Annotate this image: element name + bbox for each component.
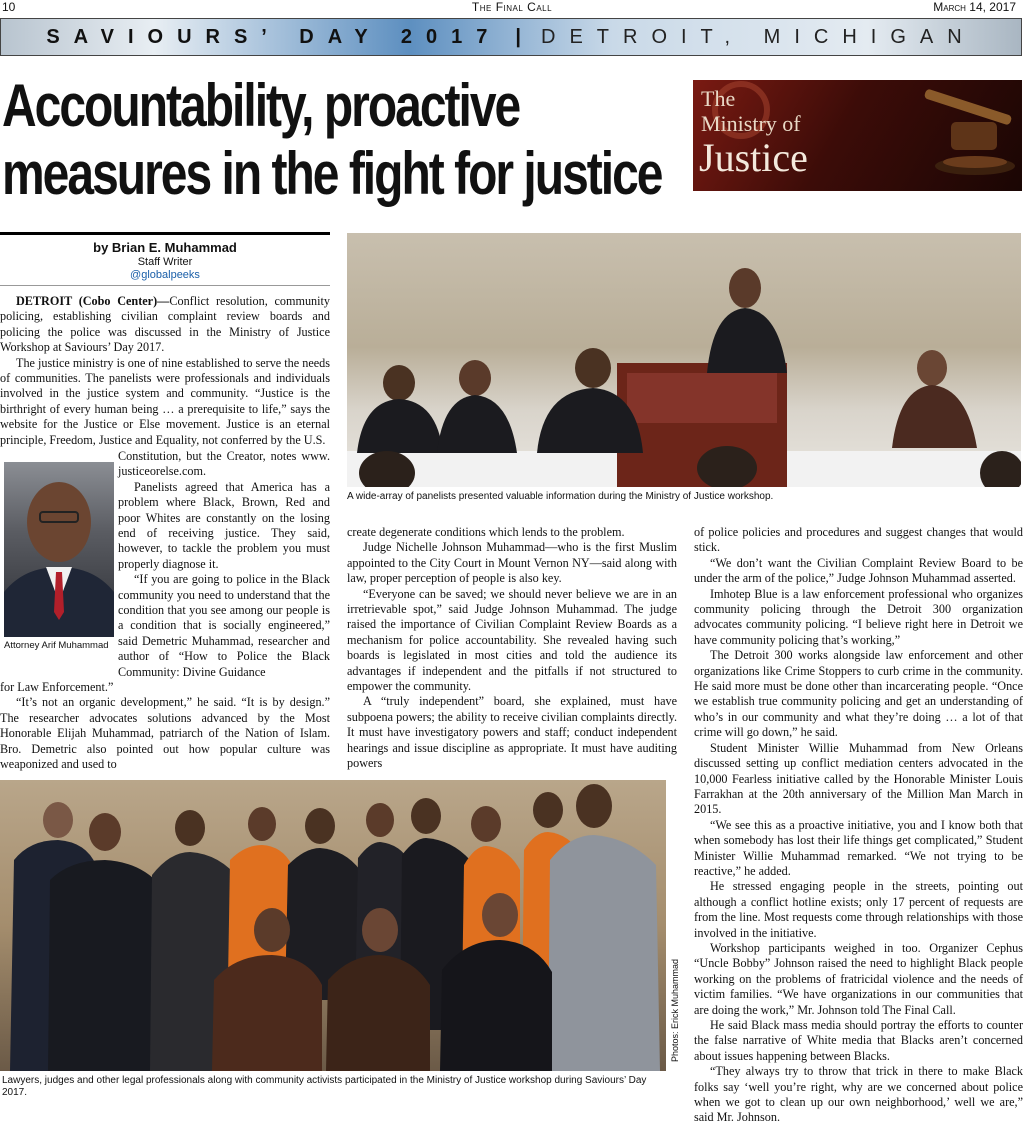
paragraph: create degenerate conditions which lends to the problem. — [347, 525, 625, 539]
banner-event: SAVIOURS’ DAY 2017 — [46, 25, 502, 48]
byline-role: Staff Writer — [137, 256, 193, 268]
column-1-narrow — [118, 449, 330, 680]
panel-photo-caption: A wide-array of panelists presented valuable information during the Ministry of Justice workshop. — [347, 491, 774, 502]
paragraph: “Everyone can be saved; we should never believe we are in an irretrievable spot,” said Judge Johnson Muhammad. The judge raised the importance of Civilian Complaint Review Boards as a mechanism for police accountability. She revealed having such boards is legislated in most cities and told the audience its advantages if independent and the pitfalls if not structured to empower the community. — [347, 586, 677, 694]
panelists-scene-icon — [347, 233, 1021, 487]
paragraph: “We see this as a proactive initiative, you and I know both that when somebody has lost their life things get complicated,” Student Minister Willie Muhammad remarked. “We not trying to be reactive,” he added. — [694, 817, 1023, 878]
banner-separator: | — [515, 25, 521, 48]
column-2 — [347, 525, 677, 772]
portrait-icon — [4, 462, 114, 637]
paragraph: The Detroit 300 works alongside law enforcement and other organizations like Crime Stoppers to curb crime in the community. He said more must be done other than incarcerating people. “Once we establish true community policing and get an understanding of who’s in our community and what they’re doing … a lot of that crime will go down,” he said. — [694, 648, 1023, 740]
paragraph: Panelists agreed that America has a problem where Black, Brown, Red and poor Whites are constantly on the losing end of receiving justice. They said, however, to tackle the problem you must properly diagnose it. — [118, 479, 330, 571]
paragraph: He stressed engaging people in the streets, pointing out although a conflict hotline exists; only 17 percent of requests are from the line. Most requests come through relationships with those involved in the initiative. — [694, 879, 1023, 940]
headline-line-2: measures in the fight for justice — [2, 140, 662, 207]
group-photo-caption: Lawyers, judges and other legal professionals along with community activists participated in the Ministry of Justice workshop during Saviours’ Day 2017. — [2, 1075, 647, 1098]
paragraph: “They always try to throw that trick in there to make Black folks say ‘well you’re right, why are we concerned about police when we got to clean up our own neighborhood,’ well we are,” said Mr. Johnson. — [694, 1064, 1023, 1125]
mug-caption: Attorney Arif Muhammad — [4, 640, 109, 651]
paragraph: Judge Nichelle Johnson Muhammad—who is the first Muslim appointed to the City Court in Mount Vernon NY—said along with law, proper perception of people is also key. — [347, 540, 677, 586]
group-photo — [0, 780, 666, 1071]
banner-location: DETROIT, MICHIGAN — [541, 25, 976, 48]
column-1-lower — [0, 680, 330, 772]
byline-divider — [0, 285, 330, 286]
paragraph: Conflict resolution, community policing, establishing civilian complaint review boards and policing the police was discussed in the Ministry of Justice Workshop at Saviours’ Day 2017. — [0, 294, 330, 355]
byline-rule — [0, 232, 330, 235]
headline-line-1: Accountability, proactive — [2, 72, 520, 139]
ministry-of-justice-logo — [693, 80, 1022, 191]
photo-credit: Photos: Erick Muhammad — [670, 958, 680, 1062]
publication-name: The Final Call — [471, 0, 553, 14]
panel-photo — [347, 233, 1021, 487]
paragraph: Workshop participants weighed in too. Organizer Cephus “Uncle Bobby” Johnson raised the need to highlight Black people working on the problems of fratricidal violence and the needs of victim families. “We have organizations in our communities that are doing the work,” Mr. Johnson told The Final Call. — [694, 940, 1023, 1017]
byline-author: by Brian E. Muhammad — [93, 240, 237, 255]
paragraph: Student Minister Willie Muhammad from New Orleans discussed setting up conflict mediation centers advocated in the 10,000 Fearless initiative called by the Honorable Minister Louis Farrakhan at the 20th anniversary of the Million Man March in 2015. — [694, 740, 1023, 817]
dateline: DETROIT (Cobo Center)— — [16, 294, 170, 308]
paragraph: A “truly independent” board, she explained, must have subpoena powers; the ability to receive civilian complaints directly. It must have investigatory powers and staff; conduct independent hearings and issue discipline as appropriate. It must have auditing powers — [347, 694, 677, 771]
column-3 — [694, 525, 1023, 1126]
paragraph: “We don’t want the Civilian Complaint Review Board to be under the arm of the police,” Judge Johnson Muhammad asserted. — [694, 555, 1023, 586]
paragraph: The justice ministry is one of nine established to serve the needs of communities. The panelists were professionals and individuals involved in the justice system and community. “Justice is the birthright of every human being … a prerequisite to life,” says the website for the Justice or Else movement. Justice is an eternal principle, Freedom, Justice and Equality, not conferred by the U.S. — [0, 355, 330, 447]
attorney-photo — [4, 462, 114, 637]
page-number: 10 — [2, 0, 16, 14]
paragraph: Constitution, but the Creator, notes www. justiceorelse.com. — [118, 449, 330, 479]
issue-date: March 14, 2017 — [933, 0, 1016, 14]
headline — [2, 72, 662, 208]
byline-handle[interactable]: @globalpeeks — [130, 269, 200, 281]
logo-line-3: Justice — [699, 135, 808, 180]
paragraph: Imhotep Blue is a law enforcement professional who organizes community policing through the Detroit 300 organization advocates community policing. “I believe right here in Detroit we have community policing that’s working,” — [694, 586, 1023, 647]
paragraph: “If you are going to police in the Black community you need to understand that the condition that you see among our people is a condition that is socially engineered,” said Demetric Muhammad, researcher and author of “How to Police the Black Community: Divine Guidance — [118, 572, 330, 679]
logo-line-1: The — [701, 86, 736, 111]
paragraph: “It’s not an organic development,” he said. “It is by design.” The researcher advocates solutions advanced by the Most Honorable Elijah Muhammad, patriarch of the Nation of Islam. Bro. Demetric also pointed out how popular culture was weaponized and used to — [0, 695, 330, 772]
logo-line-2: Ministry of — [701, 111, 801, 136]
column-1-upper — [0, 294, 330, 448]
byline-block — [0, 232, 330, 286]
folio — [0, 0, 1024, 16]
paragraph: of police policies and procedures and suggest changes that would stick. — [694, 525, 1023, 555]
section-banner — [0, 18, 1022, 56]
paragraph: for Law Enforcement.” — [0, 680, 114, 694]
paragraph: He said Black mass media should portray the efforts to counter the false narrative of White media that Blacks aren’t concerned about issues happening between Blacks. — [694, 1018, 1023, 1063]
group-scene-icon — [0, 780, 666, 1071]
